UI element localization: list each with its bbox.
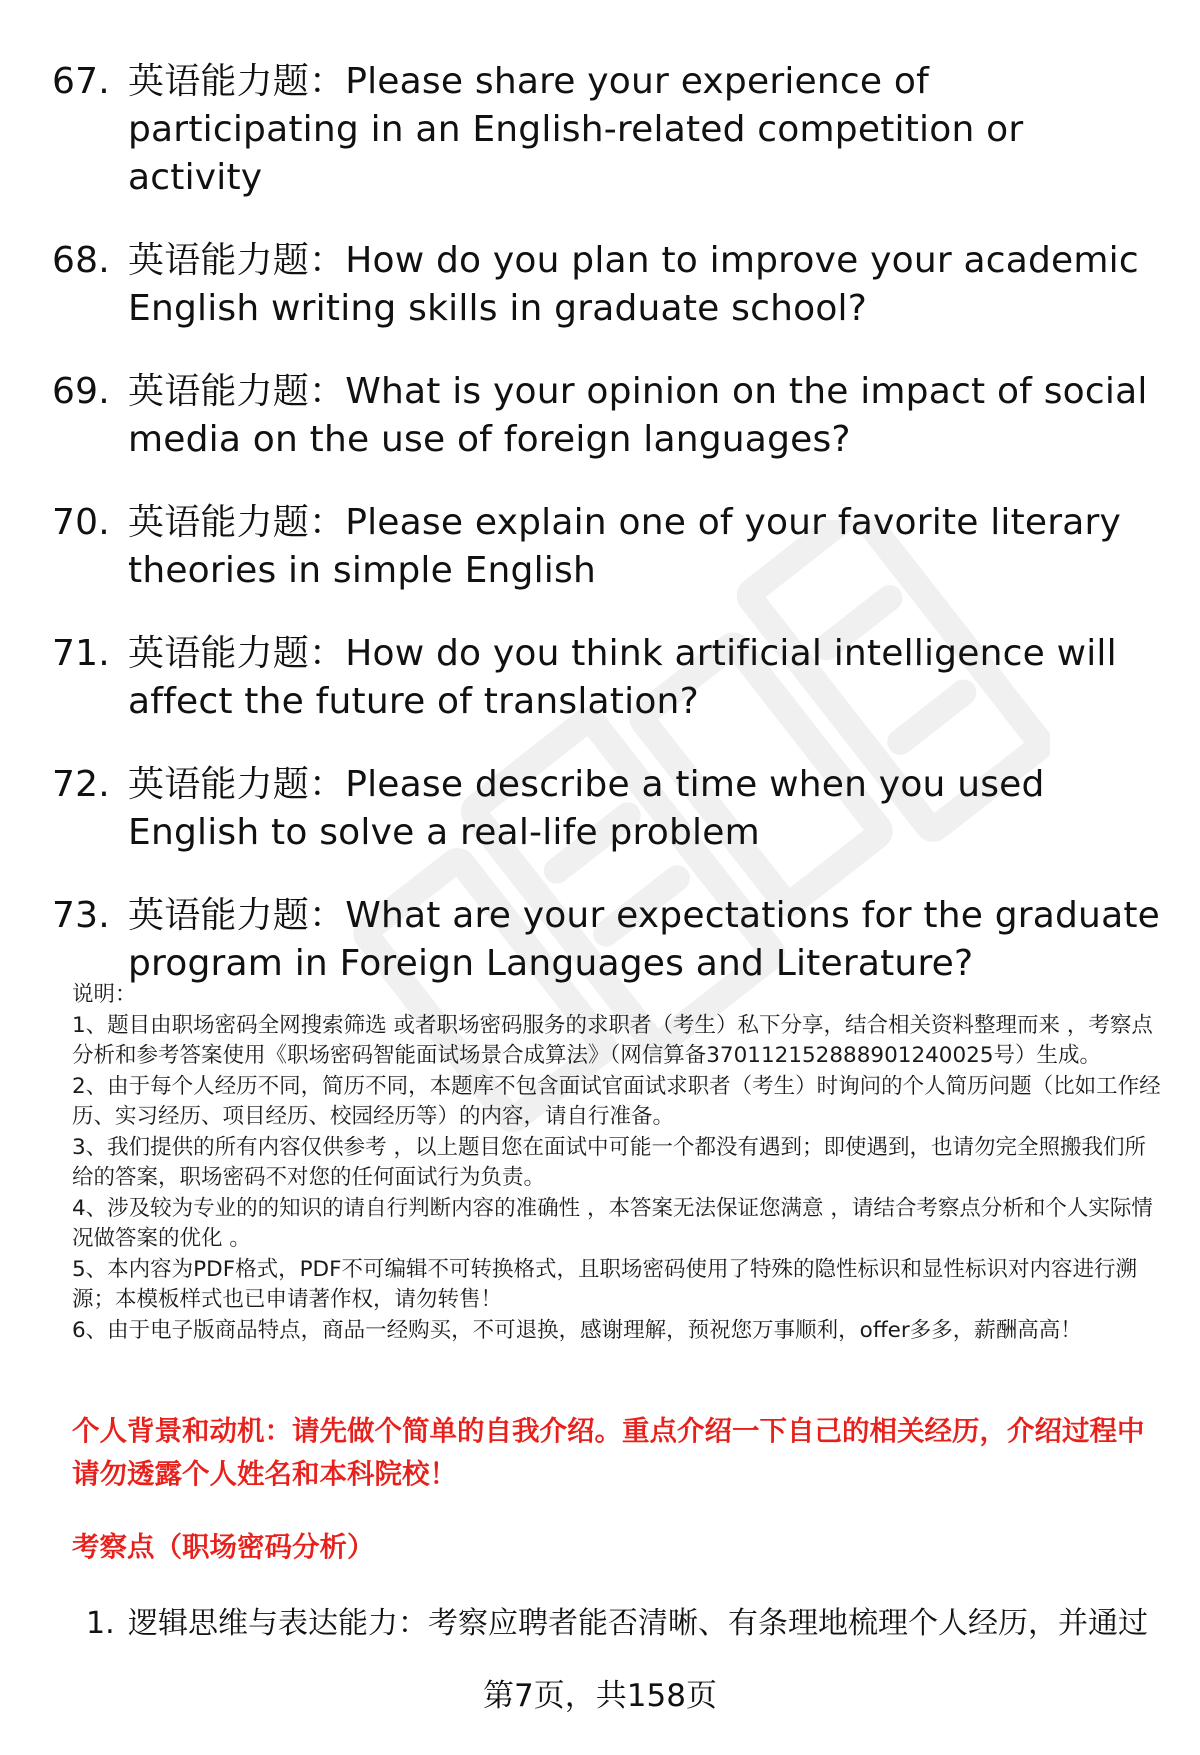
question-text: 英语能力题：What are your expectations for the graduate program in Foreign Languages and Literature?: [128, 895, 1161, 984]
question-number: 72.: [52, 764, 110, 805]
question-item: [52, 630, 1162, 726]
question-text: 英语能力题：How do you think artificial intelligence will affect the future of translation?: [128, 633, 1117, 722]
question-item: [52, 368, 1162, 464]
note-item: 1、题目由职场密码全网搜索筛选 或者职场密码服务的求职者（考生）私下分享，结合相关资料整理而来 ，考察点分析和参考答案使用《职场密码智能面试场景合成算法》（网信算备370112152888901240025号）生成。: [72, 1012, 1153, 1068]
notes-title: 说明：: [72, 982, 137, 1007]
question-item: [52, 892, 1162, 988]
question-list: [52, 58, 1162, 1023]
question-text: 英语能力题：How do you plan to improve your academic English writing skills in graduate school?: [128, 240, 1139, 329]
note-item: 2、由于每个人经历不同，简历不同，本题库不包含面试官面试求职者（考生）时询问的个人简历问题（比如工作经历、实习经历、项目经历、校园经历等）的内容，请自行准备。: [72, 1073, 1161, 1129]
question-text: 英语能力题：Please share your experience of participating in an English-related competition or activity: [128, 61, 1024, 198]
note-item: 3、我们提供的所有内容仅供参考 ，以上题目您在面试中可能一个都没有遇到；即使遇到，也请勿完全照搬我们所给的答案，职场密码不对您的任何面试行为负责。: [72, 1134, 1147, 1190]
question-number: 69.: [52, 371, 110, 412]
question-text: 英语能力题：Please explain one of your favorite literary theories in simple English: [128, 502, 1122, 591]
note-item: 5、本内容为PDF格式，PDF不可编辑不可转换格式，且职场密码使用了特殊的隐性标识和显性标识对内容进行溯源；本模板样式也已申请著作权，请勿转售！: [72, 1256, 1137, 1312]
notes-section: [72, 980, 1162, 1346]
question-number: 71.: [52, 633, 110, 674]
question-number: 73.: [52, 895, 110, 936]
note-item: 6、由于电子版商品特点，商品一经购买，不可退换，感谢理解，预祝您万事顺利，offer多多，薪酬高高！: [72, 1317, 1082, 1343]
section-heading: 个人背景和动机：请先做个简单的自我介绍。重点介绍一下自己的相关经历，介绍过程中请勿透露个人姓名和本科院校！: [72, 1415, 1145, 1490]
analysis-point-text: 逻辑思维与表达能力：考察应聘者能否清晰、有条理地梳理个人经历，并通过: [128, 1606, 1148, 1641]
question-item: [52, 237, 1162, 333]
question-item: [52, 499, 1162, 595]
analysis-heading: 考察点（职场密码分析）: [72, 1531, 375, 1563]
analysis-point-number: 1.: [86, 1606, 115, 1641]
analysis-point: [86, 1602, 1176, 1646]
question-item: [52, 58, 1162, 202]
question-text: 英语能力题：Please describe a time when you used English to solve a real-life problem: [128, 764, 1045, 853]
page-footer: 第7页，共158页: [483, 1678, 717, 1714]
note-item: 4、涉及较为专业的的知识的请自行判断内容的准确性 ，本答案无法保证您满意 ，请结合考察点分析和个人实际情况做答案的优化 。: [72, 1195, 1153, 1251]
question-number: 68.: [52, 240, 110, 281]
question-item: [52, 761, 1162, 857]
question-number: 70.: [52, 502, 110, 543]
question-number: 67.: [52, 61, 110, 102]
question-text: 英语能力题：What is your opinion on the impact of social media on the use of foreign languages?: [128, 371, 1148, 460]
